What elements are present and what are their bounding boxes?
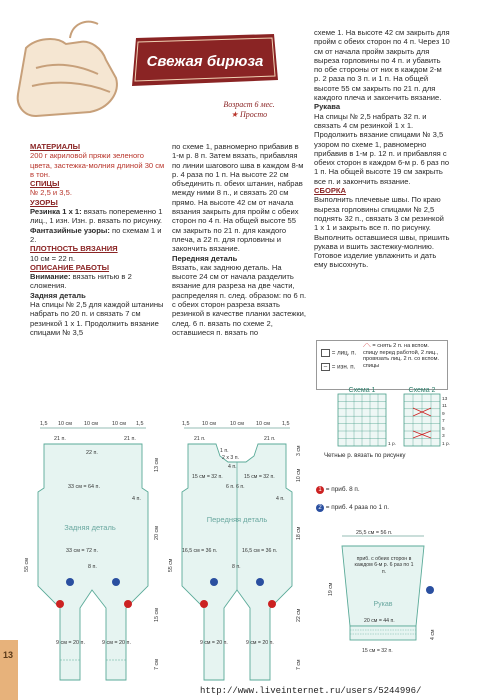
marker-note-1 xyxy=(316,486,446,494)
density-heading: ПЛОТНОСТЬ ВЯЗАНИЯ xyxy=(30,244,118,254)
knit-symbol xyxy=(321,349,330,357)
front-neck-step-2: 2 х 3 п. xyxy=(222,455,239,461)
sleeve-height-1: 19 см xyxy=(328,582,334,596)
scheme-1-label: Схема 1 xyxy=(348,387,376,394)
description-heading: ОПИСАНИЕ РАБОТЫ xyxy=(30,262,110,272)
row-11: 11 xyxy=(442,404,447,409)
back-armhole: 4 п. xyxy=(132,496,141,502)
left-column xyxy=(30,142,166,337)
row-1: 1 р. xyxy=(442,442,451,447)
front-armhole: 4 п. xyxy=(276,496,285,502)
materials-heading: МАТЕРИАЛЫ xyxy=(30,142,80,151)
back-shoulder-left: 21 п. xyxy=(54,436,66,442)
back-leg-right: 9 см = 20 п. xyxy=(102,640,131,646)
front-heading: Передняя деталь xyxy=(172,253,238,263)
legend-cable xyxy=(363,343,445,369)
back-crotch: 8 п. xyxy=(88,564,97,570)
front-crotch: 8 п. xyxy=(232,564,241,570)
back-heading: Задняя деталь xyxy=(30,290,86,300)
front-marker-1-right xyxy=(268,600,276,608)
front-marker-1-left xyxy=(200,600,208,608)
attention-text: вязать нитью в 2 сложения. xyxy=(30,272,132,291)
row-7: 7 xyxy=(442,419,445,424)
legend-panel xyxy=(316,340,448,390)
back-piece-diagram xyxy=(20,418,170,686)
right-column xyxy=(314,28,450,270)
front-height-4: 22 см xyxy=(296,608,302,622)
source-url: http://www.liveinternet.ru/users/5244996/ xyxy=(200,686,422,696)
back-top-dim-3: 10 см xyxy=(84,421,98,427)
marker-1-text: = приб. 8 п. xyxy=(325,486,360,493)
front-height-2: 10 см xyxy=(296,468,302,482)
front-text-continued: схеме 1. На высоте 42 см закрыть для пройм с обеих сторон по 4 п. Через 10 см от начала пройм закрыть для выреза горловины по 4 п. и убавить по обе стороны от них в каждом 2-м р. 2 раза по 3 п. и 1 п. На общей высоте 55 см закрыть по 21 п. для каждого плеча и закончить вязание. xyxy=(314,28,450,103)
page-number: 13 xyxy=(3,650,14,660)
materials-text: 200 г акриловой пряжи зеленого цвета, застежка-молния длиной 30 см в тон. xyxy=(30,151,165,179)
back-total-height: 55 см xyxy=(24,558,30,572)
back-marker-2-left xyxy=(66,578,74,586)
front-total-height: 55 см xyxy=(168,558,174,572)
front-piece-label: Передняя деталь xyxy=(206,515,268,524)
scheme-2-grid xyxy=(404,387,440,446)
row-3: 3 xyxy=(442,434,445,439)
front-top-dimensions xyxy=(182,421,290,428)
back-marker-1-left xyxy=(56,600,64,608)
back-leg-left: 9 см = 20 п. xyxy=(56,640,85,646)
front-leg-right: 9 см = 20 п. xyxy=(246,640,274,646)
back-height-2: 20 см xyxy=(154,526,160,540)
age-text: Возраст 6 мес. xyxy=(223,100,275,109)
back-height-1: 13 см xyxy=(154,458,160,472)
back-top-dim-4: 10 см xyxy=(112,421,126,427)
scheme-2-label: Схема 2 xyxy=(408,387,436,394)
legend-knit xyxy=(321,349,365,357)
front-piece-diagram xyxy=(168,418,318,686)
star-icon: ★ xyxy=(230,110,239,119)
fancy-text: по схемам 1 и 2. xyxy=(30,225,162,244)
back-neck: 22 п. xyxy=(86,450,98,456)
back-text-continued: по схеме 1, равномерно прибавив в 1-м р. 8 п. Затем вязать, прибавляя по линии шагового шва в каждом 8-м р. 4 раза по 1 п. На высоте 22 см объединить п. обеих штанин, набрав между ними 8 п., и связать 20 см прямо. На высоте 42 см от начала вязания закрыть для пройм с обеих сторон по 4 п. На общей высоте 55 см закрыть по 21 п. для каждого плеча, а 22 п. для горловины и закончить вязание. xyxy=(172,142,304,254)
knitting-schemes xyxy=(318,386,458,462)
needles-text: № 2,5 и 3,5. xyxy=(30,188,72,198)
purl-symbol: – xyxy=(321,363,330,371)
front-top-dim-1: 1,5 xyxy=(182,421,190,427)
front-height-3: 18 см xyxy=(296,526,302,540)
density-text: 10 см = 22 п. xyxy=(30,253,76,263)
front-neck-width: 15 см = 32 п. xyxy=(192,474,223,480)
row-5: 5 xyxy=(442,427,445,432)
knit-label: = лиц. п. xyxy=(331,349,357,357)
middle-column xyxy=(172,142,307,337)
marker-2-icon: 2 xyxy=(316,504,324,512)
age-label xyxy=(210,100,288,120)
marker-1-icon: 1 xyxy=(316,486,324,494)
back-top-dim-5: 1,5 xyxy=(136,421,144,427)
scheme-1-start-row: 1 р. xyxy=(388,442,397,447)
difficulty-text xyxy=(210,110,288,120)
page-title: Свежая бирюза xyxy=(146,53,264,70)
front-half-left: 16,5 см = 36 п. xyxy=(182,548,218,554)
cable-symbol: ⟋⟍ xyxy=(363,343,371,349)
front-placket: 6 п. 6 п. xyxy=(226,484,245,490)
sleeve-height-2: 4 см xyxy=(430,629,436,640)
fancy-description xyxy=(30,226,166,245)
back-height-3: 15 см xyxy=(154,608,160,622)
marker-2-text: = приб. 4 раза по 1 п. xyxy=(325,504,390,511)
sleeve-top-width: 25,5 см = 56 п. xyxy=(356,530,393,536)
back-top-dim-2: 10 см xyxy=(58,421,72,427)
back-width-top: 33 см = 64 п. xyxy=(68,484,100,490)
needles-heading: СПИЦЫ xyxy=(30,179,60,189)
front-neck-step-3: 4 п. xyxy=(228,464,237,470)
front-half-right: 16,5 см = 36 п. xyxy=(242,548,278,554)
patterns-heading: УЗОРЫ xyxy=(30,197,58,207)
front-shoulder-left: 21 п. xyxy=(194,436,206,442)
back-height-4: 7 см xyxy=(154,659,160,670)
back-text: На спицы № 2,5 для каждой штанины набрать по 20 п. и связать 7 см резинкой 1 х 1. Продолжить вязание спицами № 3,5 xyxy=(30,300,164,337)
back-shoulder-right: 21 п. xyxy=(124,436,136,442)
attention-note xyxy=(30,272,166,291)
front-height-5: 7 см xyxy=(296,659,302,670)
rib-text: вязать попеременно 1 лиц., 1 изн. Изн. р. вязать по рисунку. xyxy=(30,207,163,226)
front-marker-2-right xyxy=(256,578,264,586)
rows-note: Четные р. вязать по рисунку xyxy=(324,452,406,459)
sleeve-bottom-width: 15 см = 32 п. xyxy=(362,648,393,654)
front-height-1: 3 см xyxy=(296,445,302,456)
difficulty-value: Просто xyxy=(240,110,268,119)
row-13: 13 xyxy=(442,397,448,402)
front-top-dim-2: 10 см xyxy=(202,421,216,427)
rib-description xyxy=(30,207,166,226)
marker-note-2 xyxy=(316,504,451,512)
title-banner xyxy=(128,30,282,90)
sleeve-label: Рукав xyxy=(373,601,393,608)
sleeve-text: На спицы № 2,5 набрать 32 п. и связать 4 см резинкой 1 х 1. Продолжить вязание спицами № 3,5 узором по схеме 1, равномерно прибавив в 1-м р. 12 п. и прибавляя с обеих сторон в каждом 6-м р. 6 раз по 1 п. На общей высоте 19 см закрыть все п. и закончить вязание. xyxy=(314,111,450,186)
legend-purl xyxy=(321,363,365,371)
back-top-dimensions xyxy=(40,421,146,428)
rib-label: Резинка 1 х 1: xyxy=(30,207,82,217)
front-top-dim-3: 10 см xyxy=(230,421,244,427)
sleeve-marker-2 xyxy=(426,586,434,594)
scheme-1-grid xyxy=(338,387,386,446)
attention-label: Внимание: xyxy=(30,272,71,282)
sleeve-heading: Рукава xyxy=(314,102,341,112)
back-marker-1-right xyxy=(124,600,132,608)
back-top-dim-1: 1,5 xyxy=(40,421,48,427)
row-9: 9 xyxy=(442,412,445,417)
page-number-tab xyxy=(0,640,18,700)
sleeve-increase-note: приб. с обеих сторон в каждом 6-м р. 6 раз по 1 п. xyxy=(354,556,414,575)
front-marker-2-left xyxy=(210,578,218,586)
front-top-dim-5: 1,5 xyxy=(282,421,290,427)
front-leg-left: 9 см = 20 п. xyxy=(200,640,228,646)
sleeve-mid-width: 20 см = 44 п. xyxy=(364,618,395,624)
back-piece-label: Задняя деталь xyxy=(64,523,116,532)
front-neck-step-1: 1 п. xyxy=(220,448,229,454)
front-text: Вязать, как заднюю деталь. На высоте 24 см от начала разделить вязание для разреза на две части, распределяя п. след. образом: по 6 п. с обеих сторон разреза вязать резинкой в качестве планки застежки, след. 6 п. вязать по схеме 2, оставшиеся п. вязать по xyxy=(172,262,307,337)
purl-label: = изн. п. xyxy=(331,363,356,371)
back-width-mid: 33 см = 72 п. xyxy=(66,548,98,554)
sleeve-diagram xyxy=(326,530,456,658)
fancy-label: Фантазийные узоры: xyxy=(30,225,110,235)
front-neck-width-2: 15 см = 32 п. xyxy=(244,474,275,480)
back-marker-2-right xyxy=(112,578,120,586)
front-top-dim-4: 10 см xyxy=(256,421,270,427)
assembly-heading: СБОРКА xyxy=(314,186,347,196)
assembly-text: Выполнить плечевые швы. По краю выреза горловины спицами № 2,5 поднять 32 п., связать 3 см резинкой 1 х 1 и закрыть все п. по рисунку. Выполнить оставшиеся швы, пришить рукава и вшить застежку-молнию. Готовое изделие увлажнить и дать ему высохнуть. xyxy=(314,195,450,270)
cable-label: = снять 2 п. на вспом. спицу перед работой, 2 лиц., провязать лиц. 2 п. со вспом. спицы xyxy=(363,343,440,369)
front-shoulder-right: 21 п. xyxy=(264,436,276,442)
